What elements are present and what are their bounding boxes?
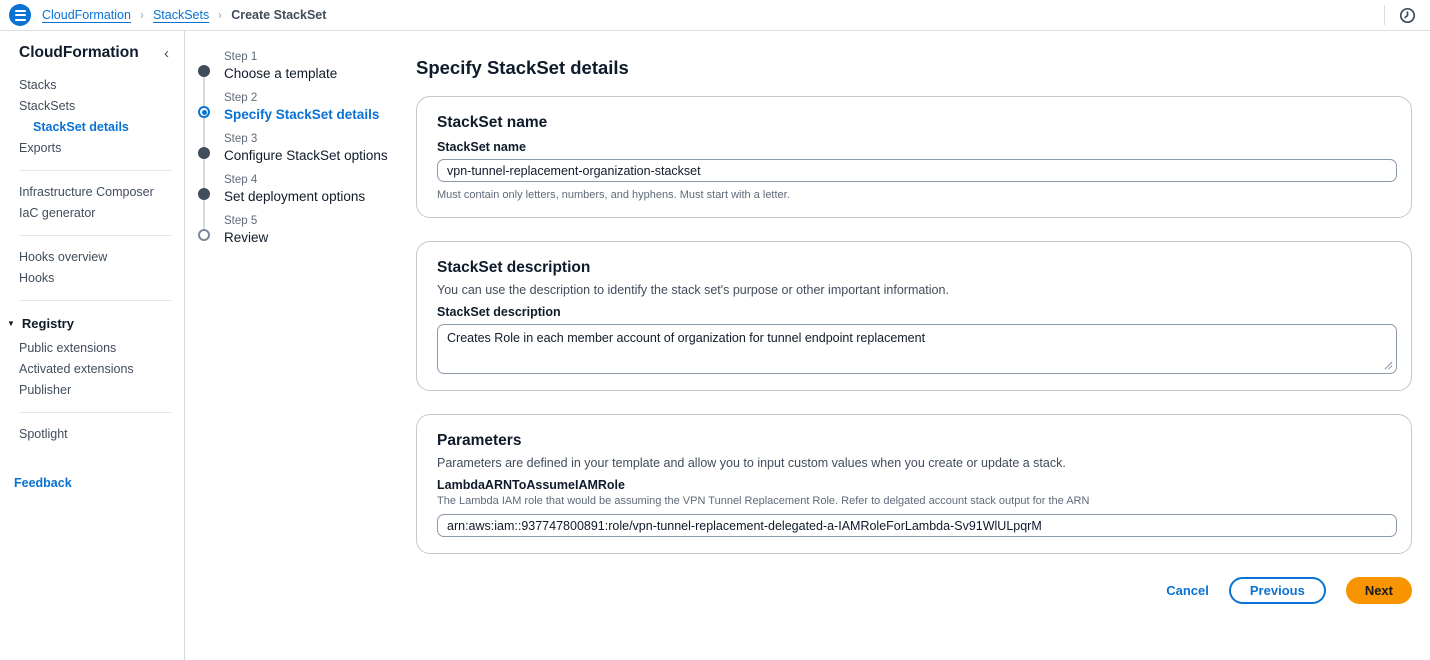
stackset-name-constraint: Must contain only letters, numbers, and hyphens. Must start with a letter. [437, 189, 790, 201]
step-number: Step 1 [224, 51, 258, 63]
divider [19, 170, 172, 171]
stackset-description-textarea[interactable] [437, 324, 1397, 374]
wizard-step-1 [198, 49, 403, 90]
divider [19, 412, 172, 413]
sidebar-item-stacks[interactable]: Stacks [19, 78, 57, 92]
step-dot-icon [198, 106, 210, 118]
top-navigation-bar [0, 0, 1430, 31]
wizard-actions [416, 577, 1412, 604]
sidebar-item-spotlight[interactable]: Spotlight [19, 427, 68, 441]
breadcrumb-stacksets[interactable]: StackSets [152, 8, 210, 22]
stackset-name-label: StackSet name [437, 140, 526, 154]
sidebar-item-stacksets[interactable]: StackSets [19, 99, 76, 113]
sidebar-item-activated-extensions[interactable]: Activated extensions [19, 362, 134, 376]
parameters-subtitle: Parameters are defined in your template and allow you to input custom values when you create or update a stack. [437, 456, 1066, 470]
sidebar-section-label: Registry [21, 316, 74, 331]
step-number: Step 5 [224, 215, 258, 227]
stackset-name-card [416, 96, 1412, 218]
parameters-card [416, 414, 1412, 554]
previous-button[interactable]: Previous [1229, 577, 1326, 604]
sidebar-item-hooks[interactable]: Hooks [19, 271, 55, 285]
sidebar-item-publisher[interactable]: Publisher [19, 383, 72, 397]
breadcrumb-current: Create StackSet [231, 8, 327, 22]
chevron-right-icon: › [140, 8, 144, 22]
lambda-arn-description: The Lambda IAM role that would be assuming the VPN Tunnel Replacement Role. Refer to delgated account stack output for the ARN [437, 495, 1090, 507]
clock-icon[interactable] [1399, 7, 1416, 24]
stackset-description-card [416, 241, 1412, 391]
lambda-arn-label: LambdaARNToAssumeIAMRole [437, 478, 625, 492]
step-title[interactable]: Set deployment options [224, 189, 366, 204]
stackset-description-label: StackSet description [437, 305, 561, 319]
wizard-step-4 [198, 172, 403, 213]
step-dot-icon [198, 65, 210, 77]
step-dot-icon [198, 229, 210, 241]
sidebar-title[interactable]: CloudFormation [19, 44, 139, 61]
sidebar-item-stackset-details[interactable]: StackSet details [33, 120, 129, 134]
stackset-description-subtitle: You can use the description to identify the stack set's purpose or other important information. [437, 283, 949, 297]
stackset-description-heading: StackSet description [437, 259, 591, 276]
step-title[interactable]: Specify StackSet details [224, 107, 380, 122]
step-dot-icon [198, 147, 210, 159]
stackset-name-input[interactable] [437, 159, 1397, 182]
wizard-step-2 [198, 90, 403, 131]
feedback-link[interactable]: Feedback [14, 476, 72, 490]
wizard-step-5 [198, 213, 403, 254]
resize-handle-icon[interactable] [1384, 361, 1393, 370]
step-title[interactable]: Choose a template [224, 66, 338, 81]
step-number: Step 4 [224, 174, 258, 186]
sidebar-item-hooks-overview[interactable]: Hooks overview [19, 250, 108, 264]
divider [1384, 5, 1385, 25]
page-title: Specify StackSet details [416, 57, 629, 78]
parameters-heading: Parameters [437, 432, 522, 449]
sidebar-item-iac-generator[interactable]: IaC generator [19, 206, 96, 220]
lambda-arn-input[interactable] [437, 514, 1397, 537]
step-title[interactable]: Configure StackSet options [224, 148, 388, 163]
sidebar-item-public-extensions[interactable]: Public extensions [19, 341, 117, 355]
sidebar-item-exports[interactable]: Exports [19, 141, 62, 155]
step-dot-icon [198, 188, 210, 200]
sidebar-item-infrastructure-composer[interactable]: Infrastructure Composer [19, 185, 154, 199]
step-number: Step 3 [224, 133, 258, 145]
wizard-step-3 [198, 131, 403, 172]
step-number: Step 2 [224, 92, 258, 104]
chevron-right-icon: › [218, 8, 222, 22]
sidebar [0, 31, 185, 660]
step-title[interactable]: Review [224, 230, 269, 245]
sidebar-section-registry[interactable] [7, 312, 172, 335]
cancel-button[interactable]: Cancel [1166, 583, 1209, 598]
divider [19, 300, 172, 301]
caret-down-icon: ▼ [7, 319, 15, 328]
menu-icon[interactable] [9, 4, 31, 26]
collapse-sidebar-icon[interactable]: ‹ [164, 44, 169, 62]
divider [19, 235, 172, 236]
wizard-steps [198, 49, 403, 254]
breadcrumb-cloudformation[interactable]: CloudFormation [42, 8, 131, 22]
next-button[interactable]: Next [1346, 577, 1412, 604]
stackset-name-heading: StackSet name [437, 114, 548, 131]
main-content [416, 50, 1412, 604]
